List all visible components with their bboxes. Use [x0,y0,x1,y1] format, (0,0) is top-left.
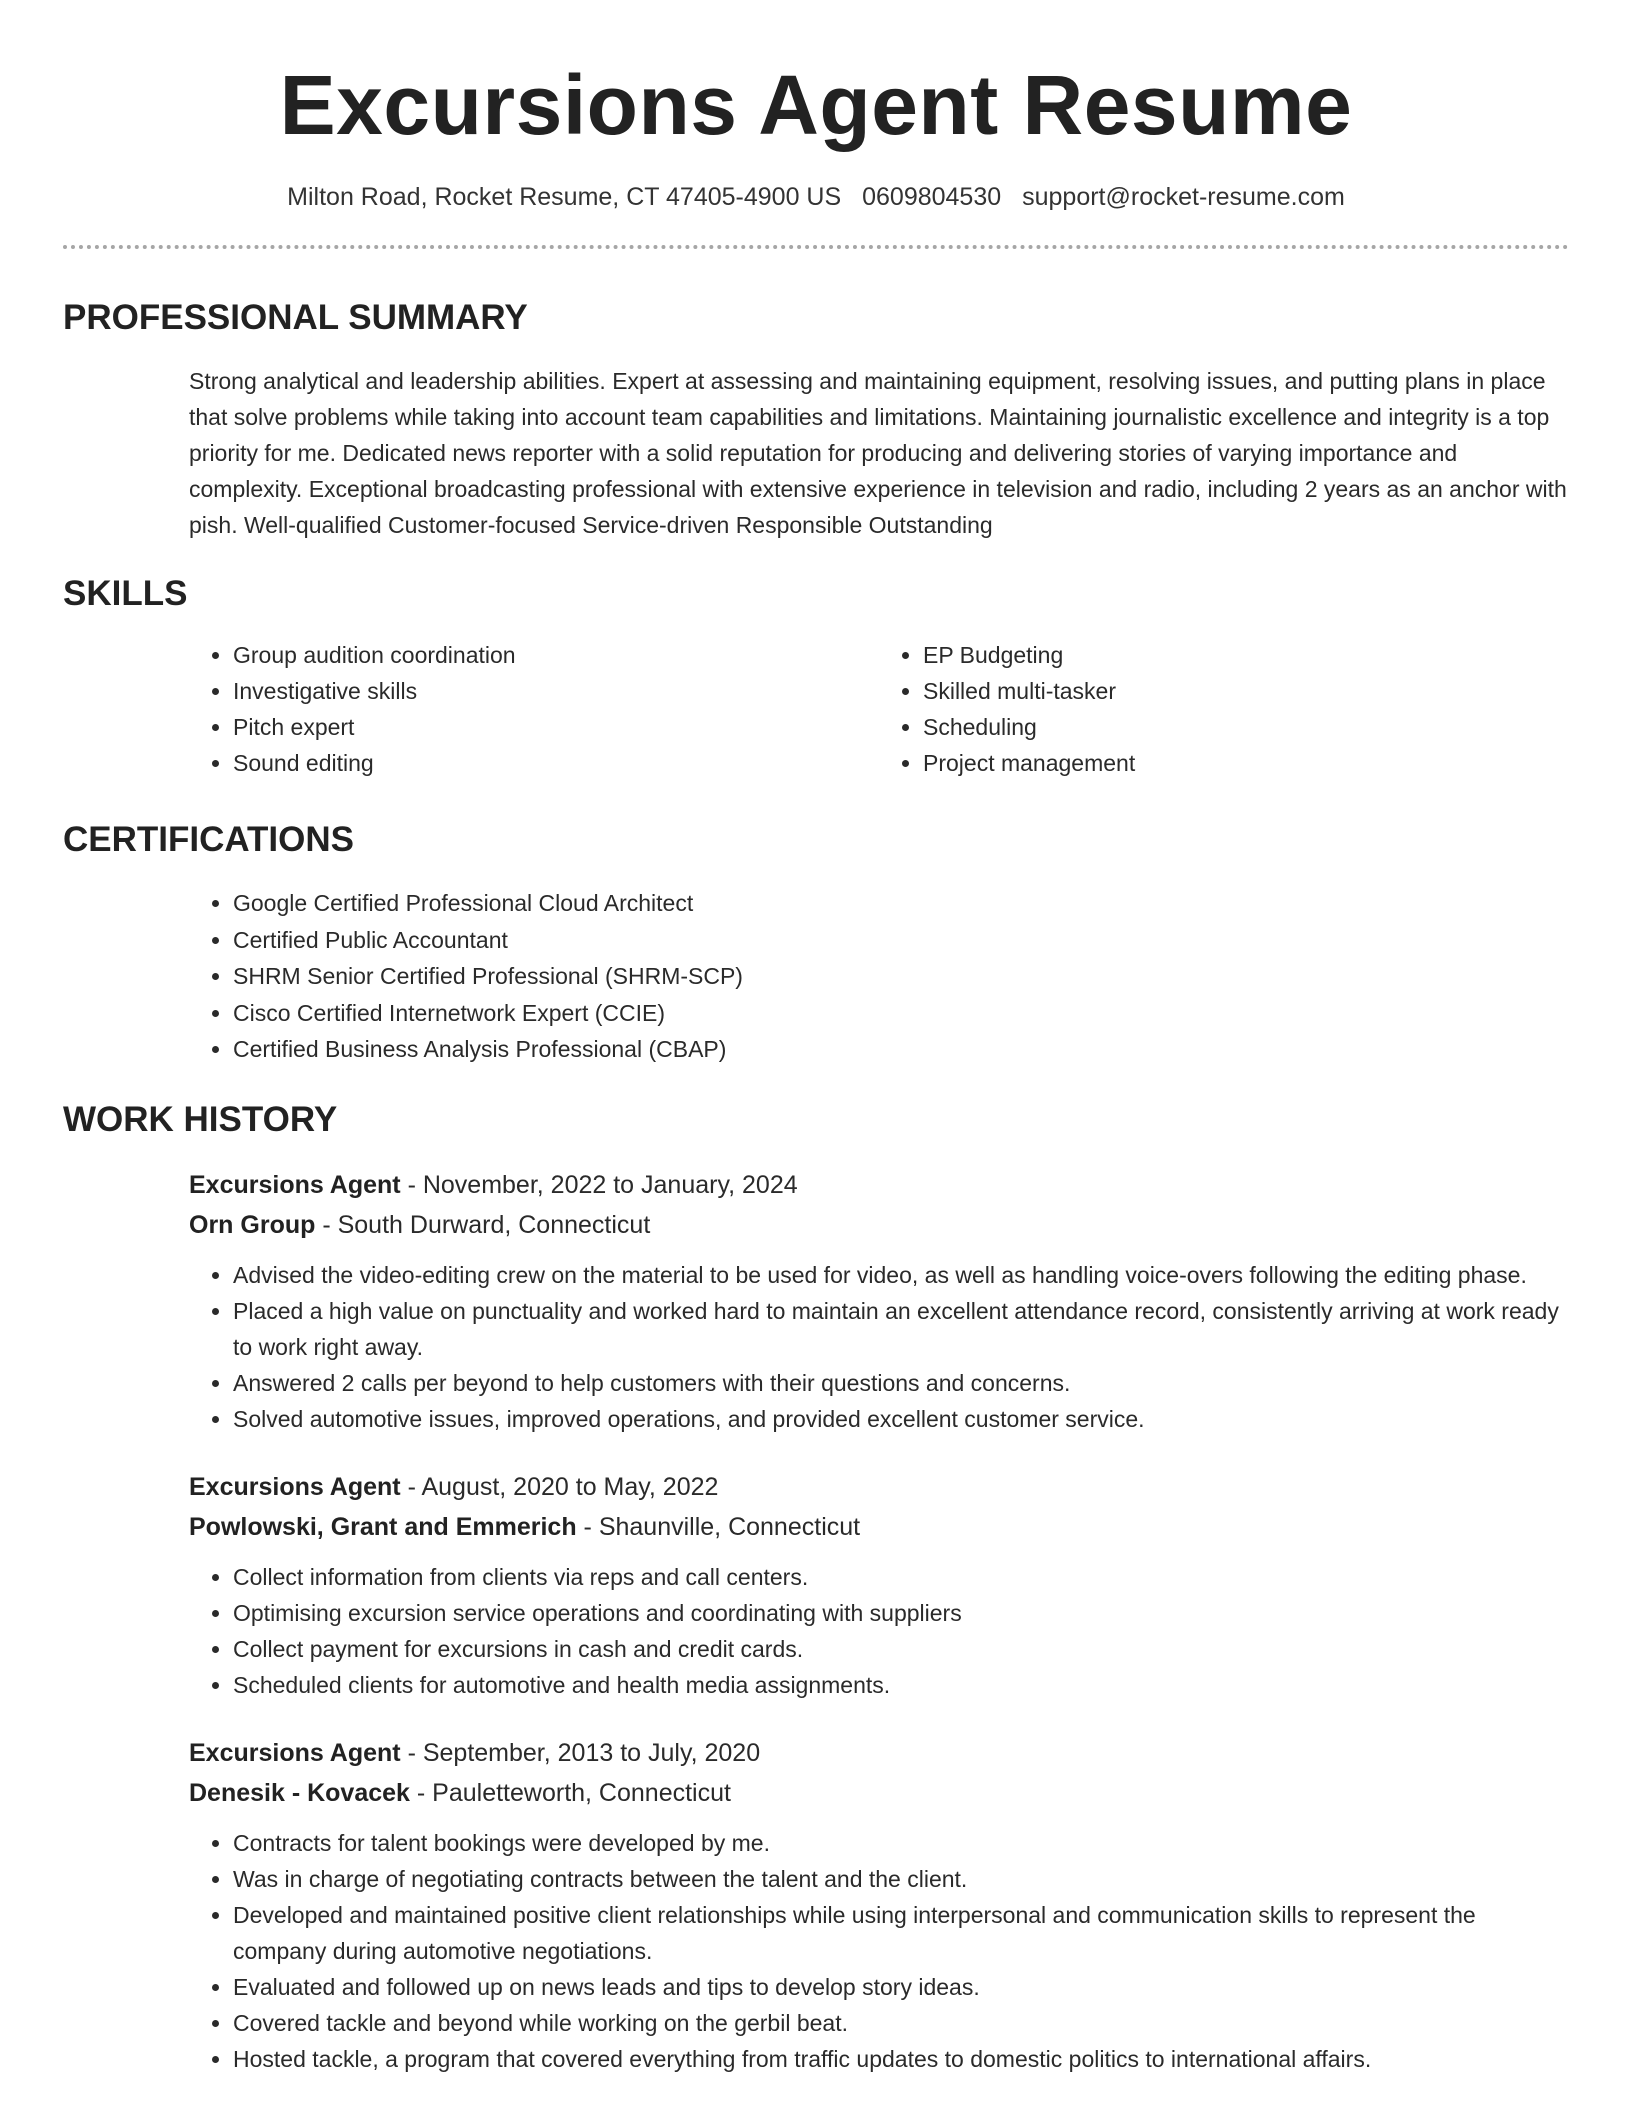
skills-heading: SKILLS [63,574,188,613]
job-bullet: • Developed and maintained positive client relationships while using interpersonal and communication skills to represent the company during automotive negotiations. [233,1897,1569,1969]
skill-item: • Scheduling [923,709,1569,745]
job-entry [189,1467,1569,1703]
job-dates: - November, 2022 to January, 2024 [400,1170,798,1199]
job-company-line [189,1507,1569,1547]
skill-item: • EP Budgeting [923,637,1569,673]
certification-item: • Cisco Certified Internetwork Expert (CCIE) [233,995,1569,1032]
certifications-heading: CERTIFICATIONS [63,820,355,859]
skill-item: • Project management [923,745,1569,781]
job-bullets [189,1825,1569,2077]
summary-text: Strong analytical and leadership abilities. Expert at assessing and maintaining equipment, resolving issues, and putting plans in place that solve problems while taking into account team capabilities and limitations. Maintaining journalistic excellence and integrity is a top priority for me. Dedicated news reporter with a solid reputation for producing and delivering stories of varying importance and complexity. Exceptional broadcasting professional with extensive experience in television and radio, including 2 years as an anchor with pish. Well-qualified Customer-focused Service-driven Responsible Outstanding [189,368,1567,538]
job-bullet: • Advised the video-editing crew on the material to be used for video, as well as handling voice-overs following the editing phase. [233,1257,1569,1293]
skill-item: • Group audition coordination [233,637,879,673]
job-role: Excursions Agent [189,1738,401,1767]
job-title-line [189,1467,1569,1507]
certifications-section [63,819,1569,1068]
job-bullet: • Collect payment for excursions in cash and credit cards. [233,1631,1569,1667]
job-entry [189,1733,1569,2077]
job-role: Excursions Agent [189,1472,401,1501]
contact-line [63,181,1569,213]
job-location: - South Durward, Connecticut [315,1210,651,1239]
contact-email: support@rocket-resume.com [1022,183,1345,211]
job-bullet: • Scheduled clients for automotive and health media assignments. [233,1667,1569,1703]
work-history-section [63,1099,1569,2077]
certification-item: • SHRM Senior Certified Professional (SHRM-SCP) [233,958,1569,995]
summary-section [63,297,1569,543]
skill-item: • Skilled multi-tasker [923,673,1569,709]
resume-title: Excursions Agent Resume [279,58,1353,152]
job-bullet: • Solved automotive issues, improved operations, and provided excellent customer service. [233,1401,1569,1437]
certifications-list [189,885,1569,1068]
job-bullet: • Placed a high value on punctuality and worked hard to maintain an excellent attendance record, consistently arriving at work ready to work right away. [233,1293,1569,1365]
skills-section [63,573,1569,781]
job-bullet: • Optimising excursion service operations and coordinating with suppliers [233,1595,1569,1631]
job-bullet: • Answered 2 calls per beyond to help customers with their questions and concerns. [233,1365,1569,1401]
header-divider [63,245,1569,249]
skill-item: • Investigative skills [233,673,879,709]
job-bullets [189,1559,1569,1703]
skill-item: • Sound editing [233,745,879,781]
job-location: - Pauletteworth, Connecticut [409,1778,731,1807]
job-role: Excursions Agent [189,1170,401,1199]
certification-item: • Certified Public Accountant [233,922,1569,959]
work-history-heading: WORK HISTORY [63,1099,338,1139]
job-bullet: • Collect information from clients via reps and call centers. [233,1559,1569,1595]
certification-item: • Certified Business Analysis Professional (CBAP) [233,1031,1569,1068]
job-title-line [189,1165,1569,1205]
contact-phone: 0609804530 [862,183,1002,211]
job-bullets [189,1257,1569,1437]
skills-grid [189,637,1569,781]
skill-item: • Pitch expert [233,709,879,745]
certification-item: • Google Certified Professional Cloud Architect [233,885,1569,922]
job-bullet: • Covered tackle and beyond while working on the gerbil beat. [233,2005,1569,2041]
job-bullet: • Hosted tackle, a program that covered everything from traffic updates to domestic politics to international affairs. [233,2041,1569,2077]
job-bullet: • Evaluated and followed up on news leads and tips to develop story ideas. [233,1969,1569,2005]
job-company-line [189,1205,1569,1245]
job-dates: - August, 2020 to May, 2022 [400,1472,719,1501]
summary-heading: PROFESSIONAL SUMMARY [63,298,528,337]
contact-address: Milton Road, Rocket Resume, CT 47405-4900 US [287,183,842,211]
job-dates: - September, 2013 to July, 2020 [400,1738,761,1767]
job-company-line [189,1773,1569,1813]
skills-list-left [189,637,879,781]
job-company: Orn Group [189,1210,316,1239]
skills-list-right [879,637,1569,781]
job-location: - Shaunville, Connecticut [576,1512,861,1541]
job-bullet: • Contracts for talent bookings were developed by me. [233,1825,1569,1861]
job-company: Powlowski, Grant and Emmerich [189,1512,577,1541]
job-entry [189,1165,1569,1437]
job-title-line [189,1733,1569,1773]
job-company: Denesik - Kovacek [189,1778,410,1807]
job-bullet: • Was in charge of negotiating contracts between the talent and the client. [233,1861,1569,1897]
